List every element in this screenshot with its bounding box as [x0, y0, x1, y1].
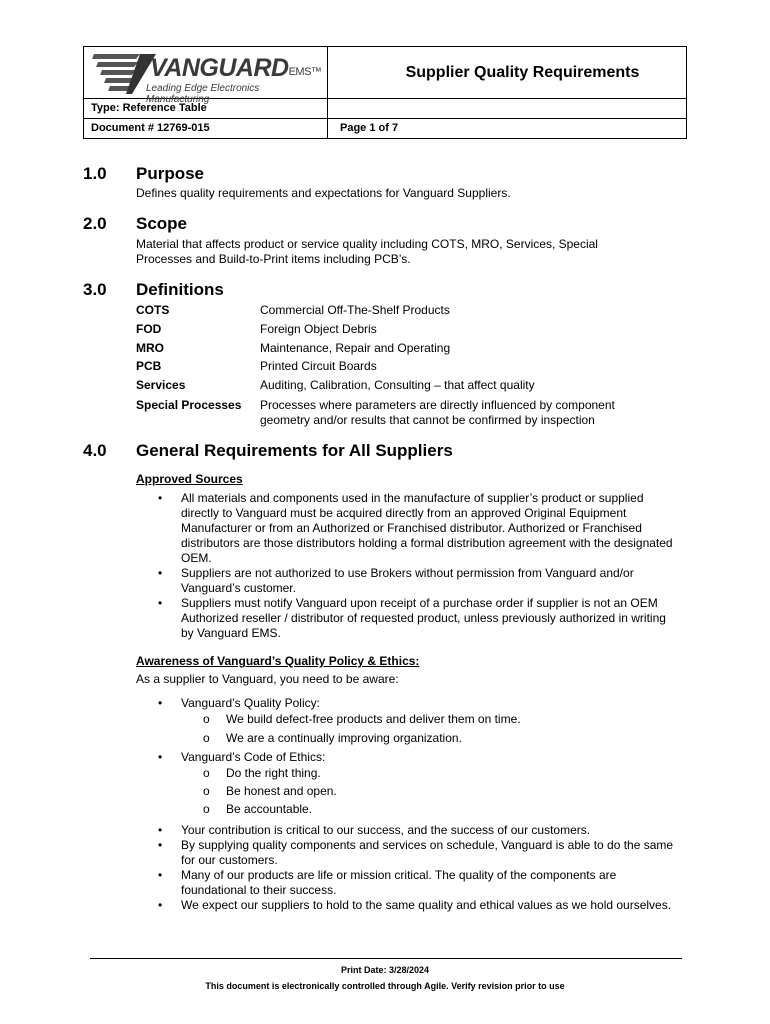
definition-text: Foreign Object Debris	[260, 322, 377, 336]
definition-text: Maintenance, Repair and Operating	[260, 341, 451, 355]
bullet-icon: •	[158, 868, 163, 882]
list-item-text: All materials and components used in the manufacture of supplier’s product or supplied directly to Vanguard must be acquired directly from an approved Original Equipment Manufacturer or from an Authorized or Franchised distributor. Authorized or Franchised distributors are those distributors holding a formal distribution agreement with the designated OEM.	[181, 491, 673, 565]
sub-list-item-text: We build defect-free products and deliver them on time.	[226, 712, 521, 726]
section-number: 1.0	[83, 164, 107, 183]
bullet-icon: •	[158, 491, 163, 505]
logo-tagline: Leading Edge Electronics Manufacturing	[146, 83, 260, 105]
list-item	[136, 868, 676, 898]
definition-text: Auditing, Calibration, Consulting – that affect quality	[260, 378, 535, 392]
document-header-table	[83, 46, 687, 139]
list-item	[136, 491, 676, 566]
list-item-text: Suppliers are not authorized to use Brokers without permission from Vanguard and/or Vanguard’s customer.	[181, 566, 634, 595]
list-item-text: Vanguard’s Quality Policy:	[181, 696, 320, 710]
bullet-icon: •	[158, 898, 163, 912]
definition-term: COTS	[136, 303, 170, 317]
bullet-icon: •	[158, 750, 163, 764]
sub-list-item-text: We are a continually improving organization.	[226, 731, 462, 745]
section-title: Definitions	[136, 280, 224, 299]
section-title: Purpose	[136, 164, 205, 183]
list-item	[136, 750, 676, 765]
sub-list-item	[136, 802, 676, 817]
vanguard-logo	[88, 50, 324, 105]
document-type: Type: Reference Table	[91, 102, 207, 114]
definition-term: Special Processes	[136, 398, 242, 412]
page-indicator: Page 1 of 7	[340, 122, 399, 134]
definition-term: MRO	[136, 341, 164, 355]
sub-list-item-text: Do the right thing.	[226, 766, 321, 780]
list-item	[136, 566, 676, 596]
list-item-text: Your contribution is critical to our success, and the success of our customers.	[181, 823, 591, 837]
definition-term: PCB	[136, 359, 162, 373]
approved-sources-heading: Approved Sources	[136, 472, 243, 486]
bullet-icon: •	[158, 596, 163, 610]
section-number: 2.0	[83, 214, 107, 233]
logo-wordmark: $VANGUARD^{EMS™}$	[150, 54, 322, 82]
sub-bullet-icon: o	[203, 766, 210, 780]
sub-list-item	[136, 766, 676, 781]
sub-list-item	[136, 784, 676, 799]
bullet-icon: •	[158, 566, 163, 580]
footer-rule	[90, 958, 682, 959]
sub-list-item-text: Be honest and open.	[226, 784, 337, 798]
list-item	[136, 823, 676, 838]
list-item-text: Vanguard’s Code of Ethics:	[181, 750, 326, 764]
list-item-text: Suppliers must notify Vanguard upon receipt of a purchase order if supplier is not an OEM Authorized reseller / distributor of requested product, unless previously authorized in writing by Vanguard EMS.	[181, 596, 666, 640]
section-number: 3.0	[83, 280, 107, 299]
bullet-icon: •	[158, 696, 163, 710]
list-item-text: We expect our suppliers to hold to the same quality and ethical values as we hold ourselves.	[181, 898, 672, 912]
section-text: Defines quality requirements and expectations for Vanguard Suppliers.	[136, 186, 511, 200]
definition-term: Services	[136, 378, 186, 392]
sub-bullet-icon: o	[203, 731, 210, 745]
bullet-icon: •	[158, 823, 163, 837]
list-item	[136, 898, 676, 913]
print-date: Print Date: 3/28/2024	[340, 965, 430, 975]
section-title: General Requirements for All Suppliers	[136, 441, 453, 460]
sub-list-item	[136, 731, 676, 746]
awareness-heading: Awareness of Vanguard’s Quality Policy & Ethics:	[136, 654, 420, 668]
definition-text: Printed Circuit Boards	[260, 359, 377, 373]
approved-sources-list	[136, 491, 676, 641]
section-number: 4.0	[83, 441, 107, 460]
control-note: This document is electronically controlled through Agile. Verify revision prior to use	[205, 981, 565, 991]
list-item-text: By supplying quality components and services on schedule, Vanguard is able to do the same for our customers.	[181, 838, 674, 867]
sub-bullet-icon: o	[203, 784, 210, 798]
list-item	[136, 596, 676, 641]
list-item	[136, 838, 676, 868]
list-item-text: Many of our products are life or mission critical. The quality of the components are foundational to their success.	[181, 868, 617, 897]
header-rule	[84, 118, 686, 119]
list-item	[136, 696, 676, 711]
definition-text: Commercial Off-The-Shelf Products	[260, 303, 450, 317]
document-number: Document # 12769-015	[91, 122, 210, 134]
sub-list-item-text: Be accountable.	[226, 802, 313, 816]
sub-bullet-icon: o	[203, 712, 210, 726]
definition-term: FOD	[136, 322, 162, 336]
document-title: Supplier Quality Requirements	[405, 63, 640, 81]
section-title: Scope	[136, 214, 188, 233]
definition-text: Processes where parameters are directly influenced by component geometry and/or results that cannot be confirmed by inspection	[260, 398, 615, 427]
sub-list-item	[136, 712, 676, 727]
sub-bullet-icon: o	[203, 802, 210, 816]
bullet-icon: •	[158, 838, 163, 852]
awareness-intro: As a supplier to Vanguard, you need to be aware:	[136, 672, 399, 686]
section-text: Material that affects product or service quality including COTS, MRO, Services, Special Processes and Build-to-Print items including PCB’s.	[136, 237, 598, 266]
awareness-list	[136, 696, 676, 913]
